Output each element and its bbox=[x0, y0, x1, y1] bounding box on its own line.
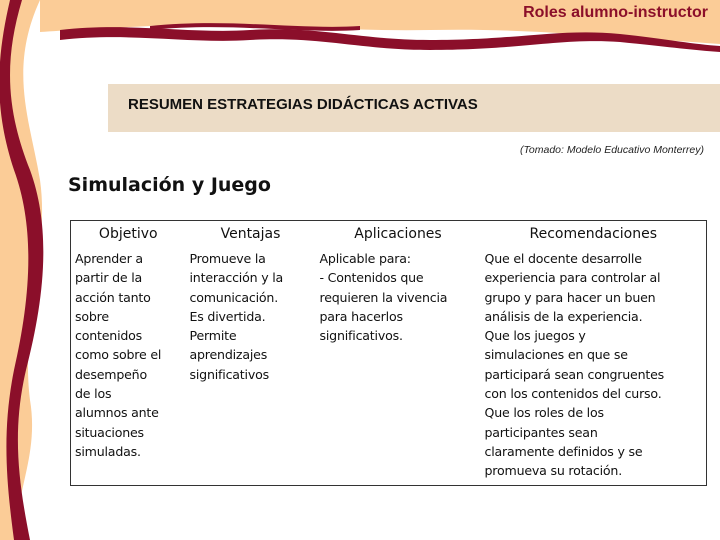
source-note: (Tomado: Modelo Educativo Monterrey) bbox=[519, 144, 704, 156]
cell-line: Que los roles de los bbox=[484, 405, 604, 421]
cell-line: requieren la vivencia bbox=[319, 289, 448, 305]
cell-line: para hacerlos bbox=[319, 308, 403, 324]
cell-line: de los bbox=[75, 386, 112, 402]
cell-line: aprendizajes bbox=[189, 347, 268, 363]
cell-line: situaciones bbox=[75, 424, 144, 440]
banner-title: RESUMEN ESTRATEGIAS DIDÁCTICAS ACTIVAS bbox=[128, 96, 478, 113]
cell-ventajas bbox=[186, 248, 316, 485]
cell-line: significativos bbox=[189, 366, 269, 382]
cell-objetivo bbox=[71, 248, 186, 485]
strategies-table bbox=[70, 220, 707, 486]
cell-line: análisis de la experiencia. bbox=[484, 308, 643, 324]
cell-line: Permite bbox=[189, 328, 237, 344]
cell-line: acción tanto bbox=[75, 289, 151, 305]
cell-line: Es divertida. bbox=[189, 308, 266, 324]
header-title: Roles alumno-instructor bbox=[523, 4, 708, 21]
cell-line: Que los juegos y bbox=[484, 328, 586, 344]
cell-aplicaciones bbox=[316, 248, 481, 485]
cell-line: Que el docente desarrolle bbox=[484, 251, 642, 266]
cell-line: participantes sean bbox=[484, 424, 598, 440]
header-ventajas: Ventajas bbox=[220, 226, 281, 242]
section-heading: Simulación y Juego bbox=[68, 174, 271, 196]
cell-line: desempeño bbox=[75, 366, 147, 382]
header-aplicaciones: Aplicaciones bbox=[354, 226, 442, 242]
cell-line: alumnos ante bbox=[75, 405, 159, 421]
header-objetivo: Objetivo bbox=[98, 226, 158, 242]
cell-line: Aprender a bbox=[75, 251, 143, 266]
summary-banner bbox=[108, 84, 720, 132]
cell-line: grupo y para hacer un buen bbox=[484, 289, 656, 305]
cell-line: simulaciones en que se bbox=[484, 347, 628, 363]
cell-line: contenidos bbox=[75, 328, 143, 344]
cell-line: simuladas. bbox=[75, 443, 141, 459]
cell-line: significativos. bbox=[319, 328, 403, 344]
cell-line: Promueve la bbox=[189, 251, 266, 266]
cell-line: sobre bbox=[75, 308, 109, 324]
cell-line: partir de la bbox=[75, 270, 143, 286]
header-recomendaciones: Recomendaciones bbox=[529, 226, 657, 242]
cell-line: con los contenidos del curso. bbox=[484, 386, 662, 402]
cell-line: promueva su rotación. bbox=[484, 463, 622, 479]
cell-line: participará sean congruentes bbox=[484, 366, 665, 382]
cell-line: experiencia para controlar al bbox=[484, 270, 661, 286]
cell-line: interacción y la bbox=[189, 270, 284, 286]
cell-line: como sobre el bbox=[75, 347, 162, 363]
cell-line: Aplicable para: bbox=[319, 251, 411, 266]
cell-line: - Contenidos que bbox=[319, 270, 424, 286]
table-header-row bbox=[71, 221, 707, 249]
table-row bbox=[71, 248, 707, 485]
cell-line: claramente definidos y se bbox=[484, 443, 643, 459]
cell-recomendaciones bbox=[481, 248, 707, 485]
cell-line: comunicación. bbox=[189, 289, 279, 305]
